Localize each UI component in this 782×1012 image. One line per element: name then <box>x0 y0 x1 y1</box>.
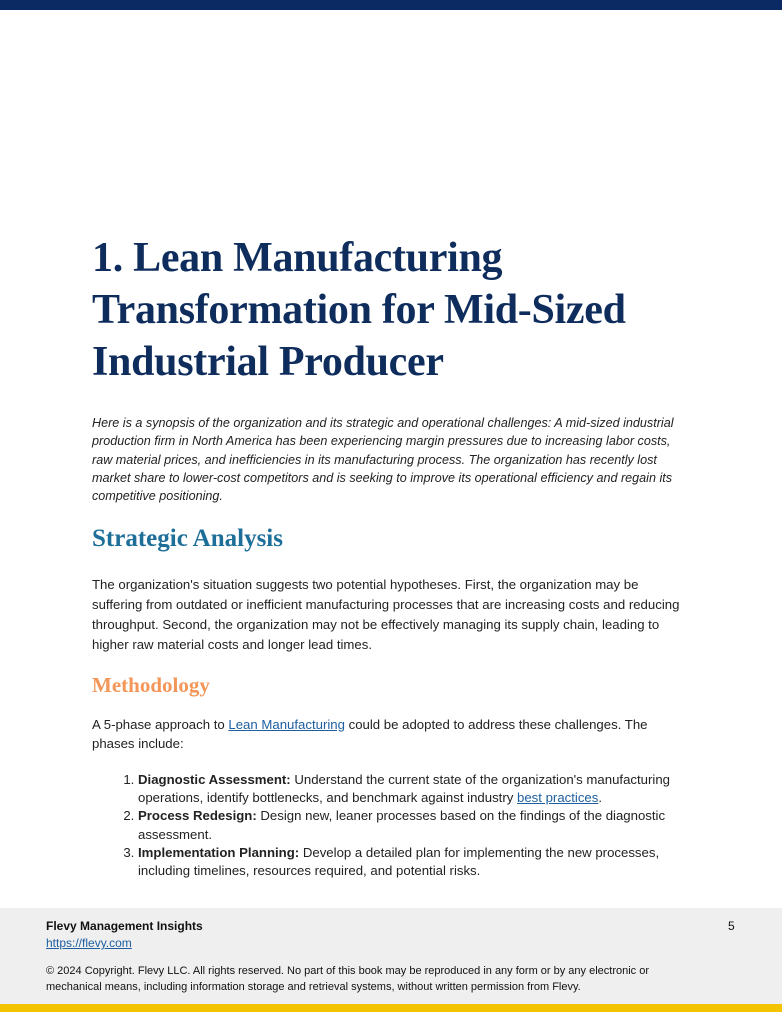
phase-text: Understand the current state of the organization's manufacturing operations, identify bottlenecks, and benchmark against industry <box>138 771 671 805</box>
copyright-notice: © 2024 Copyright. Flevy LLC. All rights reserved. No part of this book may be reproduced in any form or by any electronic or mechanical means, including information storage and retrieval systems, without written permission from Flevy. <box>46 965 650 993</box>
page-content <box>92 232 688 880</box>
top-accent-bar <box>0 0 782 10</box>
bottom-accent-bar <box>0 1004 782 1012</box>
best-practices-link[interactable]: best practices <box>517 789 599 805</box>
synopsis-paragraph: Here is a synopsis of the organization and its strategic and operational challenges: A mid-sized industrial production firm in North America has been experiencing margin pressures due to increasing labor costs, raw material prices, and inefficiencies in its manufacturing process. The organization has recently lost market share to lower-cost competitors and is seeking to improve its operational efficiency and regain its competitive positioning. <box>92 416 674 504</box>
phases-list <box>92 771 688 881</box>
phase-label: Implementation Planning: <box>138 844 300 860</box>
phase-label: Process Redesign: <box>138 808 257 824</box>
phase-text: Design new, leaner processes based on the findings of the diagnostic assessment. <box>138 808 666 842</box>
methodology-intro-text: A 5-phase approach to <box>92 716 229 732</box>
list-item <box>138 807 688 844</box>
methodology-intro <box>92 715 688 753</box>
methodology-heading: Methodology <box>92 672 210 697</box>
page-title: 1. Lean Manufacturing Transformation for Mid-Sized Industrial Producer <box>92 235 626 385</box>
list-item <box>138 844 688 881</box>
page-footer <box>0 908 782 1004</box>
strategic-analysis-heading: Strategic Analysis <box>92 525 283 553</box>
list-item <box>138 771 688 808</box>
strategic-analysis-body: The organization's situation suggests two potential hypotheses. First, the organization may be suffering from outdated or inefficient manufacturing processes that are increasing costs and reducing throughput. Second, the organization may not be effectively managing its supply chain, leading to higher raw material costs and longer lead times. <box>92 577 680 652</box>
page-number: 5 <box>728 919 735 933</box>
footer-title: Flevy Management Insights <box>46 919 203 933</box>
lean-manufacturing-link[interactable]: Lean Manufacturing <box>228 716 345 732</box>
methodology-intro-text-end: could be adopted to address these challenges. The phases include: <box>92 716 648 751</box>
phase-text: Develop a detailed plan for implementing the new processes, including timelines, resources required, and potential risks. <box>138 844 660 879</box>
phase-label: Diagnostic Assessment: <box>138 771 291 787</box>
footer-url-link[interactable]: https://flevy.com <box>46 936 132 950</box>
phase-text-end: . <box>598 789 603 805</box>
